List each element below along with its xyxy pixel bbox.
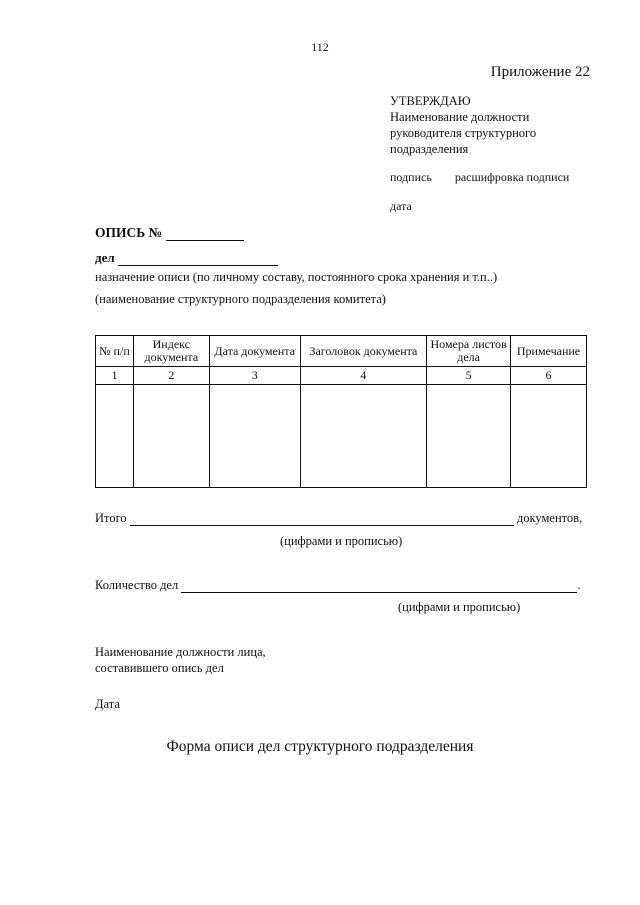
case-label: дел [95, 250, 115, 265]
empty-cell [96, 385, 134, 488]
approval-position-line3: подразделения [390, 142, 469, 156]
approval-title: УТВЕРЖДАЮ [390, 94, 471, 108]
total-hint: (цифрами и прописью) [280, 534, 403, 548]
column-number: 6 [511, 367, 587, 385]
empty-cell [209, 385, 300, 488]
empty-cell [133, 385, 209, 488]
header-cell: № п/п [96, 336, 134, 367]
header-cell: Заголовок документа [300, 336, 427, 367]
compiler-line2: составившего опись дел [95, 661, 224, 675]
subdivision-name: (наименование структурного подразделения комитета) [95, 292, 386, 306]
column-number: 5 [427, 367, 511, 385]
approval-block [390, 93, 610, 157]
header-cell: Номера листов дела [427, 336, 511, 367]
total-line [95, 511, 595, 526]
empty-cell [511, 385, 587, 488]
count-line [95, 578, 595, 593]
inventory-purpose: назначение описи (по личному составу, постоянного срока хранения и т.п..) [95, 270, 498, 284]
table-empty-row [96, 385, 587, 488]
header-cell: Индекс документа [133, 336, 209, 367]
inventory-title [95, 225, 244, 241]
compiler-line1: Наименование должности лица, [95, 645, 266, 659]
empty-cell [300, 385, 427, 488]
total-suffix: документов, [516, 511, 583, 525]
signature-label: подпись [390, 170, 432, 184]
table-number-row [96, 367, 587, 385]
case-line [95, 250, 278, 266]
column-number: 2 [133, 367, 209, 385]
total-label: Итого [95, 511, 127, 525]
table-header-row [96, 336, 587, 367]
page-number: 112 [311, 40, 329, 54]
appendix-label: Приложение 22 [490, 64, 590, 80]
header-cell: Примечание [511, 336, 587, 367]
count-blank [181, 592, 577, 593]
approval-position-line1: Наименование должности [390, 110, 530, 124]
header-cell: Дата документа [209, 336, 300, 367]
count-label: Количество дел [95, 578, 179, 592]
total-blank [130, 525, 514, 526]
form-caption: Форма описи дел структурного подразделения [166, 738, 474, 755]
compiler-block [95, 644, 266, 676]
inventory-title-text: ОПИСЬ № [95, 225, 163, 240]
column-number: 3 [209, 367, 300, 385]
inventory-number-blank [166, 240, 244, 241]
approval-signature-row [390, 170, 569, 185]
column-number: 1 [96, 367, 134, 385]
inventory-table [95, 335, 587, 488]
approval-date-label: дата [390, 199, 412, 213]
case-blank [118, 265, 278, 266]
approval-position-line2: руководителя структурного [390, 126, 537, 140]
empty-cell [427, 385, 511, 488]
count-suffix: . [577, 578, 581, 592]
compiler-date-label: Дата [95, 697, 120, 711]
count-hint: (цифрами и прописью) [398, 600, 521, 614]
column-number: 4 [300, 367, 427, 385]
signature-decoding-label: расшифровка подписи [454, 170, 570, 184]
